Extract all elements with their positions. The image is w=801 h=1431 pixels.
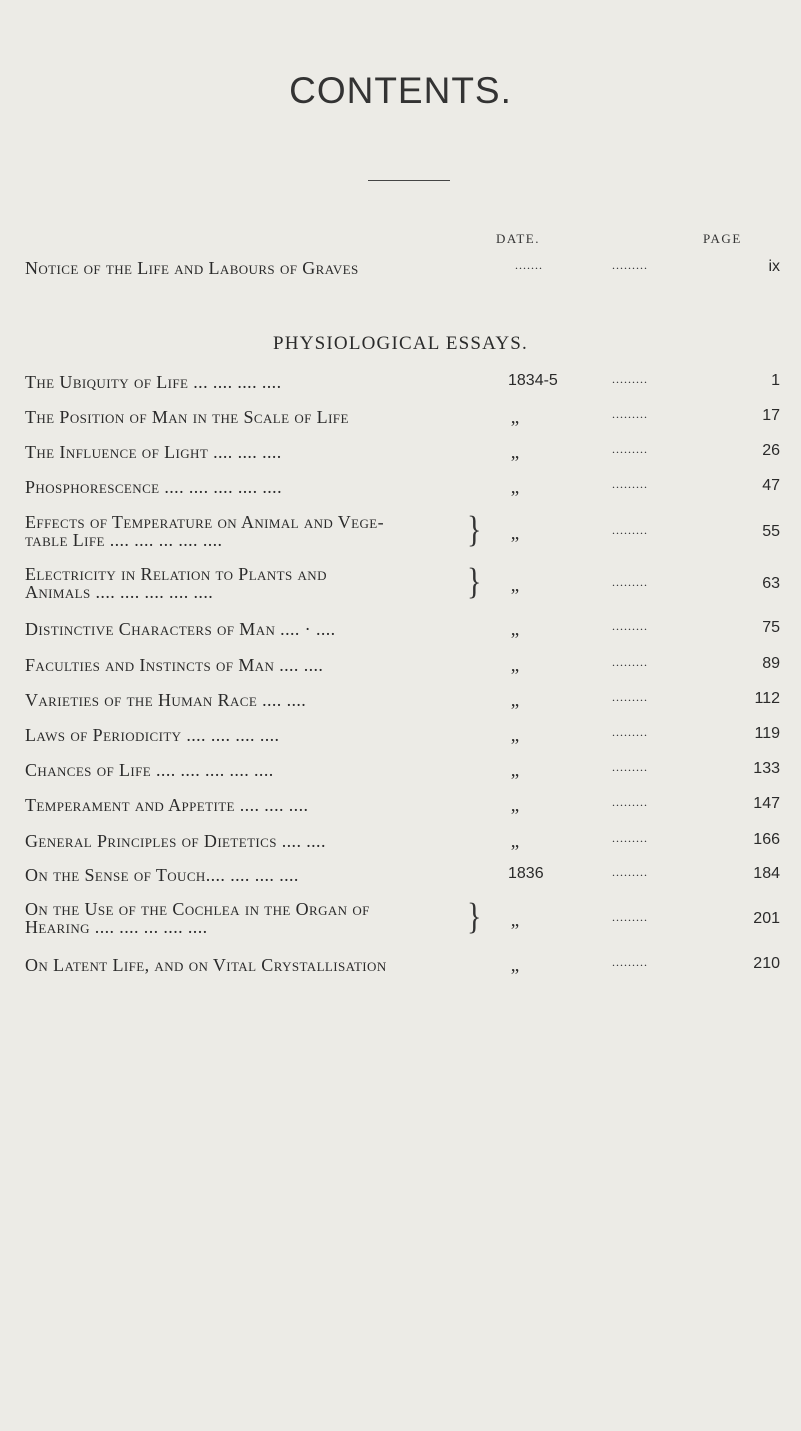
entry-leader: ......... [612,407,648,421]
entry-page: 47 [762,477,780,494]
brace-mark: } [467,560,482,602]
entry-date: „ [510,442,520,463]
entry-title-line: Hearing .... .... ... .... .... [25,917,208,937]
entry-page: 119 [754,725,780,742]
entry-page: 55 [762,523,780,540]
title-rule [368,180,450,181]
entry-leader: ......... [612,910,648,924]
entry-page: 63 [762,575,780,592]
entry-title: On the Sense of Touch.... .... .... .... [25,865,299,885]
entry-leader: ......... [612,760,648,774]
entry-page: 133 [753,760,780,777]
entry-date: „ [510,523,520,544]
entry-title: The Influence of Light .... .... .... [25,442,282,462]
entry-leader: ......... [612,865,648,879]
entry-date: „ [510,575,520,596]
entry-date: „ [510,955,520,976]
entry-title-line: Animals .... .... .... .... .... [25,582,214,602]
entry-date: „ [510,795,520,816]
brace-mark: } [467,895,482,937]
entry-title: Varieties of the Human Race .... .... [25,690,307,710]
contents-entry [0,372,801,402]
entry-page: 166 [753,831,780,848]
entry-leader: ....... [515,258,543,272]
entry-date: „ [510,407,520,428]
entry-leader: ......... [612,258,648,272]
entry-leader: ......... [612,523,648,537]
entry-title: Notice of the Life and Labours of Graves [25,258,359,278]
page-title: CONTENTS. [289,70,512,111]
entry-page: 26 [762,442,780,459]
column-headers [0,230,801,250]
contents-entry [0,619,801,649]
contents-entry [0,795,801,825]
notice-entry [0,258,801,288]
contents-entry [0,407,801,437]
entry-title: Laws of Periodicity .... .... .... .... [25,725,280,745]
brace-mark: } [467,508,482,550]
contents-entry [0,865,801,895]
entry-leader: ......... [612,831,648,845]
entry-leader: ......... [612,372,648,386]
entry-title: Chances of Life .... .... .... .... .... [25,760,274,780]
entry-date: 1836 [508,865,544,882]
entry-page: 147 [753,795,780,812]
entry-leader: ......... [612,575,648,589]
entry-date: „ [510,910,520,931]
entry-date: „ [510,619,520,640]
entry-leader: ......... [612,955,648,969]
contents-entry [0,690,801,720]
entry-title-line: Electricity in Relation to Plants and [25,564,327,584]
entry-page: 112 [754,690,780,707]
entry-title: The Position of Man in the Scale of Life [25,407,349,427]
entry-page: 201 [753,910,780,927]
contents-entry [0,477,801,507]
entry-date: „ [510,725,520,746]
entry-page: ix [768,258,780,275]
entry-leader: ......... [612,690,648,704]
contents-entry [0,760,801,790]
entry-leader: ......... [612,655,648,669]
entry-leader: ......... [612,477,648,491]
entry-title: Faculties and Instincts of Man .... .... [25,655,324,675]
entry-page: 210 [753,955,780,972]
entry-date: „ [510,655,520,676]
page-column-header: PAGE [703,231,742,246]
entry-title: Temperament and Appetite .... .... .... [25,795,309,815]
entry-date: „ [510,690,520,711]
entry-leader: ......... [612,619,648,633]
entry-title [25,900,370,936]
entry-title: The Ubiquity of Life ... .... .... .... [25,372,282,392]
entry-page: 184 [753,865,780,882]
entry-title: Distinctive Characters of Man .... · .... [25,619,336,639]
entry-title-line: On the Use of the Cochlea in the Organ of [25,899,370,919]
entry-page: 17 [762,407,780,424]
entry-date: „ [510,760,520,781]
entry-leader: ......... [612,795,648,809]
contents-entry [0,560,801,605]
entry-leader: ......... [612,725,648,739]
contents-entry [0,725,801,755]
date-column-header: DATE. [496,231,540,246]
entry-title: Phosphorescence .... .... .... .... .... [25,477,282,497]
entry-title: On Latent Life, and on Vital Crystallisation [25,955,387,975]
contents-entry [0,508,801,553]
contents-entry [0,831,801,861]
entry-title-line: table Life .... .... ... .... .... [25,530,223,550]
entry-page: 1 [771,372,780,389]
contents-entry [0,655,801,685]
section-heading: PHYSIOLOGICAL ESSAYS. [273,333,528,354]
contents-entry [0,895,801,940]
contents-entry [0,955,801,985]
entry-title: General Principles of Dietetics .... .... [25,831,326,851]
entry-page: 89 [762,655,780,672]
entry-date: „ [510,831,520,852]
entry-title [25,513,384,549]
entry-title-line: Effects of Temperature on Animal and Vege- [25,512,385,532]
entry-date: 1834-5 [508,372,558,389]
entry-date: „ [510,477,520,498]
entry-page: 75 [762,619,780,636]
contents-entry [0,442,801,472]
entry-leader: ......... [612,442,648,456]
entry-title [25,565,327,601]
